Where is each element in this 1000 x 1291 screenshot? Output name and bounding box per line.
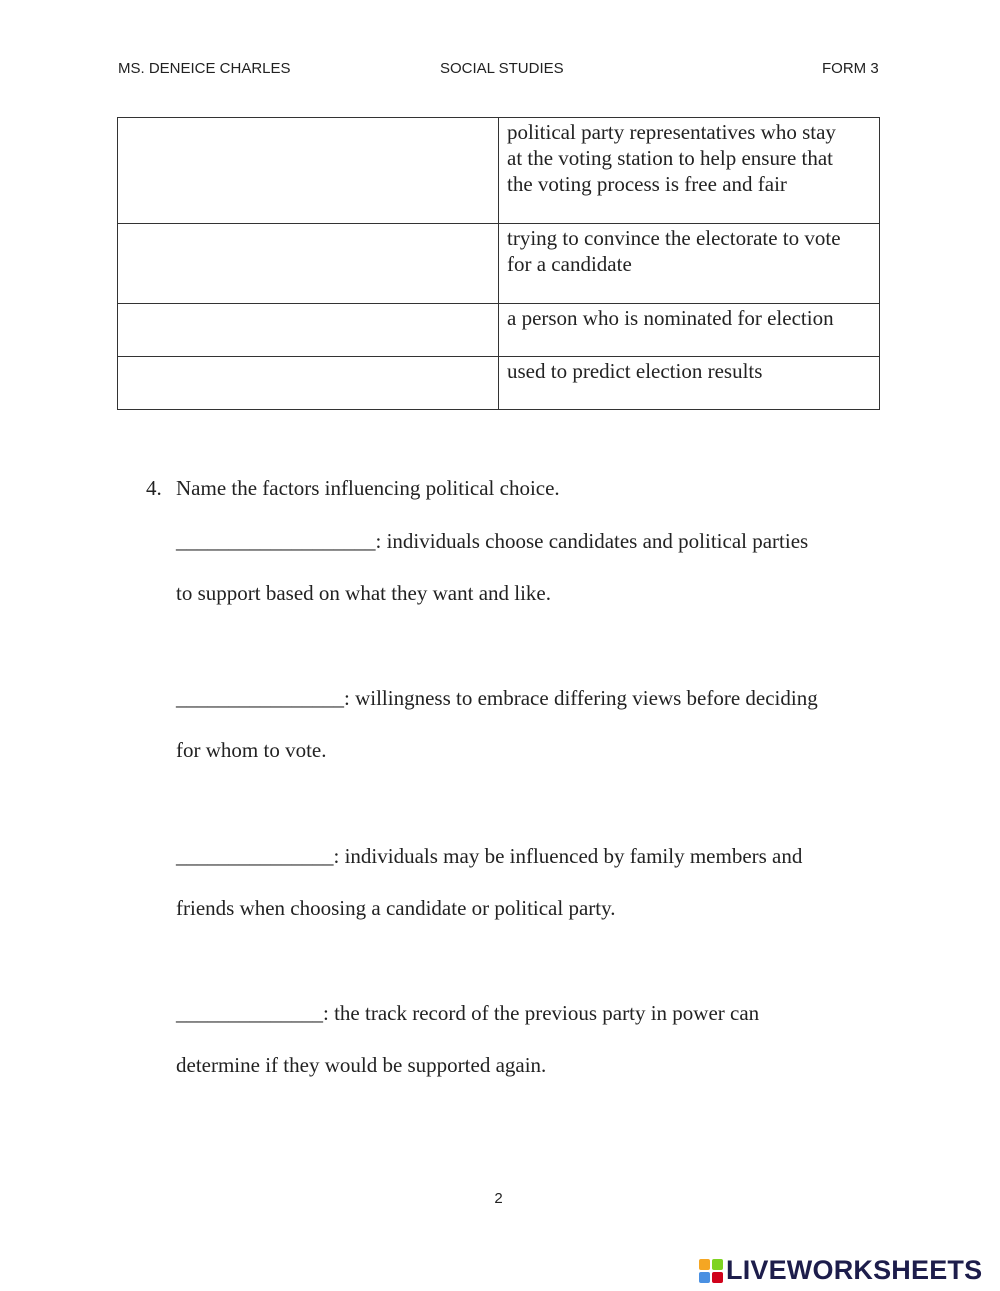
factor-2-blank-line[interactable]: ________________: willingness to embrace differing views before deciding	[176, 686, 818, 710]
definition-line: at the voting station to help ensure that	[507, 146, 834, 170]
factor-4-blank-line[interactable]: ______________: the track record of the previous party in power can	[176, 1001, 760, 1025]
term-answer-cell[interactable]	[118, 304, 499, 357]
term-answer-cell[interactable]	[118, 224, 499, 304]
page-number: 2	[494, 1190, 503, 1207]
question-text: Name the factors influencing political choice.	[176, 476, 560, 500]
table-row	[118, 304, 880, 357]
definition-line: trying to convince the electorate to vote	[507, 226, 841, 250]
term-answer-cell[interactable]	[118, 357, 499, 410]
definition-line: political party representatives who stay	[507, 120, 836, 144]
factor-2-continuation: for whom to vote.	[176, 738, 327, 762]
term-answer-cell[interactable]	[118, 118, 499, 224]
question-number: 4.	[146, 476, 162, 500]
liveworksheets-logo	[698, 1255, 982, 1286]
definition-line: for a candidate	[507, 252, 632, 276]
definition-cell	[499, 357, 880, 410]
definition-line: the voting process is free and fair	[507, 172, 787, 196]
definition-cell	[499, 224, 880, 304]
table-row	[118, 224, 880, 304]
definition-cell	[499, 304, 880, 357]
table-row	[118, 357, 880, 410]
header-teacher-name: MS. DENEICE CHARLES	[118, 60, 291, 77]
header-subject: SOCIAL STUDIES	[440, 60, 564, 77]
matching-table	[117, 117, 880, 410]
liveworksheets-logo-icon	[698, 1258, 724, 1284]
factor-1-continuation: to support based on what they want and like.	[176, 581, 552, 605]
factor-3-blank-line[interactable]: _______________: individuals may be influenced by family members and	[176, 844, 803, 868]
definition-line: used to predict election results	[507, 359, 763, 383]
table-row	[118, 118, 880, 224]
definition-line: a person who is nominated for election	[507, 306, 834, 330]
question-4-prompt	[146, 476, 560, 501]
liveworksheets-logo-text: LIVEWORKSHEETS	[726, 1255, 983, 1285]
factor-3-continuation: friends when choosing a candidate or political party.	[176, 896, 616, 920]
header-form: FORM 3	[822, 60, 879, 77]
definition-cell	[499, 118, 880, 224]
factor-4-continuation: determine if they would be supported again.	[176, 1053, 547, 1077]
factor-1-blank-line[interactable]: ___________________: individuals choose candidates and political parties	[176, 529, 809, 553]
